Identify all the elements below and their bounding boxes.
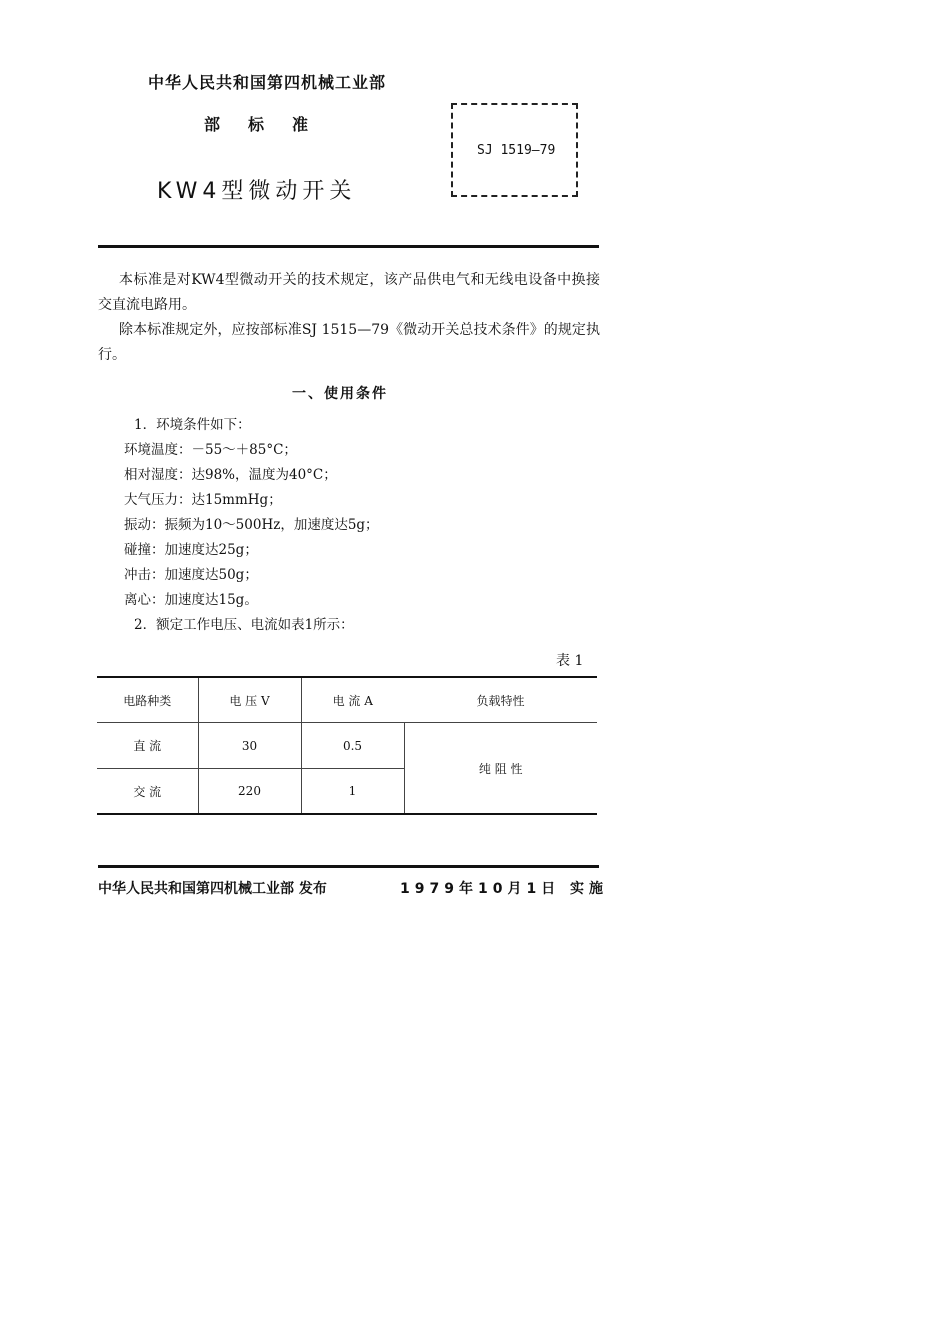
- table-header: 电路种类: [97, 677, 198, 723]
- condition-item: 大气压力：达15mmHg；: [124, 492, 282, 508]
- footer-effective-date: 1979年10月1日 实施: [400, 881, 609, 897]
- table-row: [97, 723, 597, 769]
- condition-item: 环境温度：－55～＋85°C；: [124, 442, 297, 458]
- footer-divider: [98, 865, 599, 868]
- intro-paragraph-2: 除本标准规定外，应按部标准SJ 1515—79《微动开关总技术条件》的规定执行。: [98, 322, 600, 363]
- table-cell: 30: [198, 723, 301, 769]
- condition-item: 2．额定工作电压、电流如表1所示：: [134, 617, 354, 633]
- intro-paragraph-1: 本标准是对KW4型微动开关的技术规定，该产品供电气和无线电设备中换接交直流电路用。: [98, 272, 600, 313]
- table-cell: 直 流: [97, 723, 198, 769]
- table-label: 表 1: [556, 653, 584, 669]
- condition-item: 碰撞：加速度达25g；: [124, 542, 258, 558]
- condition-item: 冲击：加速度达50g；: [124, 567, 258, 583]
- standard-type: 部标准: [204, 115, 337, 134]
- table-cell: 0.5: [301, 723, 404, 769]
- table-header: 电 压 V: [198, 677, 301, 723]
- standard-code: SJ 1519—79: [477, 143, 556, 158]
- condition-item: 离心：加速度达15g。: [124, 592, 258, 608]
- table-cell: 220: [198, 769, 301, 815]
- footer-issuer: 中华人民共和国第四机械工业部 发布: [98, 881, 327, 897]
- document-title: KW4型微动开关: [157, 179, 357, 204]
- header-divider: [98, 245, 599, 248]
- table-header: 电 流 A: [301, 677, 404, 723]
- condition-item: 振动：振频为10～500Hz，加速度达5g；: [124, 517, 379, 533]
- table-cell: 纯 阻 性: [404, 723, 597, 815]
- condition-item: 相对湿度：达98%，温度为40°C；: [124, 467, 337, 483]
- table-cell: 1: [301, 769, 404, 815]
- ministry-name: 中华人民共和国第四机械工业部: [148, 73, 387, 92]
- condition-item: 1．环境条件如下：: [134, 417, 251, 433]
- section-heading: 一、使用条件: [292, 386, 388, 402]
- rating-table: [97, 676, 597, 815]
- table-header: 负载特性: [404, 677, 597, 723]
- table-cell: 交 流: [97, 769, 198, 815]
